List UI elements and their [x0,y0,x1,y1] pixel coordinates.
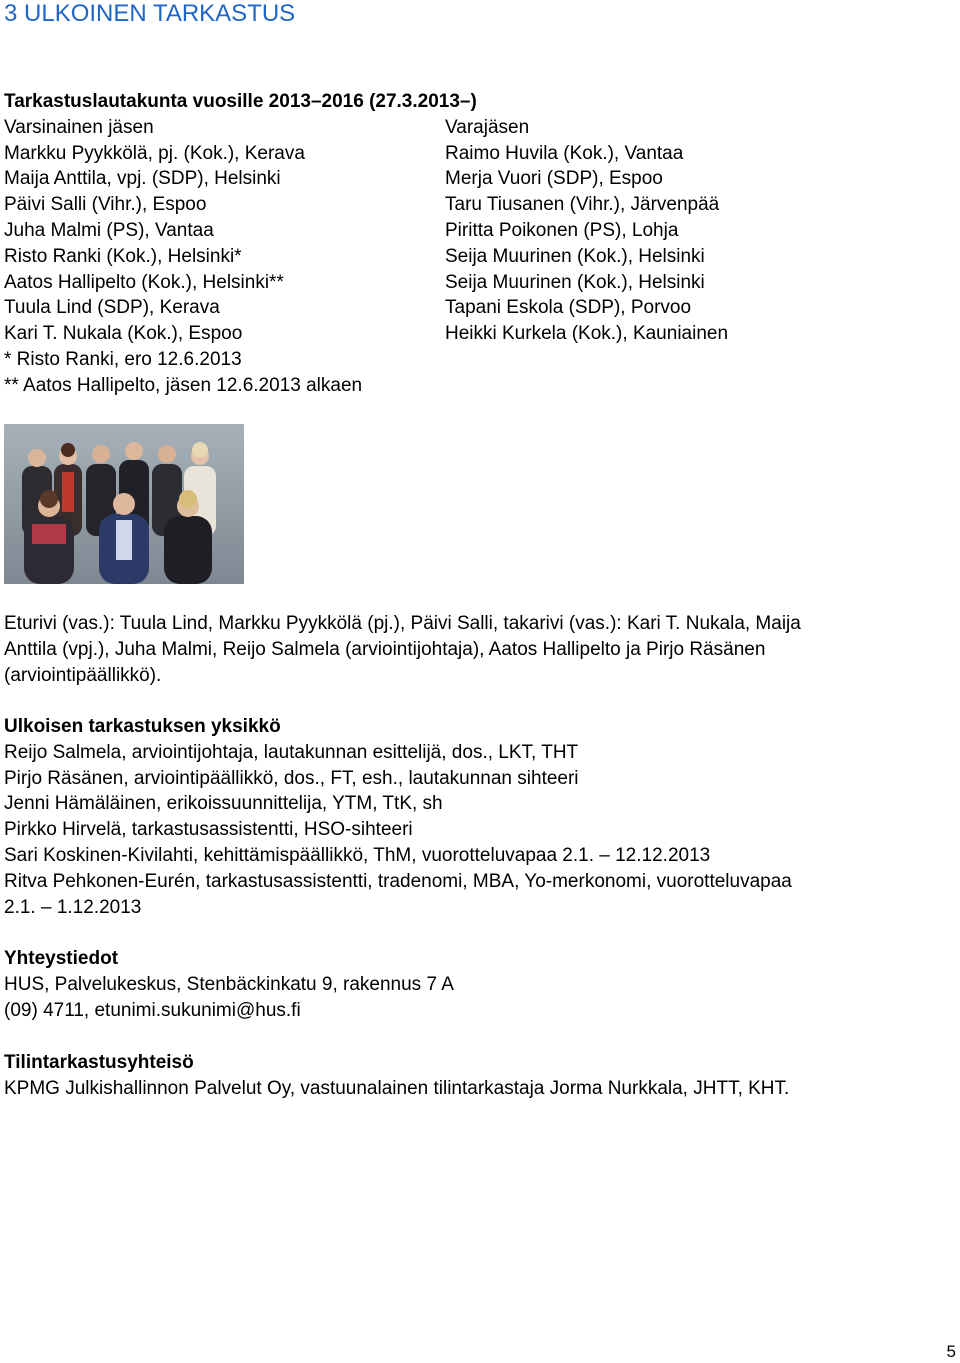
member-name: Päivi Salli (Vihr.), Espoo [4,194,207,216]
unit-line: Jenni Hämäläinen, erikoissuunnittelija, YTM, TtK, sh [4,793,443,815]
member-name: Markku Pyykkölä, pj. (Kok.), Kerava [4,142,305,164]
board-row [4,270,728,296]
member-header: Varsinainen jäsen [4,116,154,138]
contact-section [4,946,454,1023]
deputy-name: Raimo Huvila (Kok.), Vantaa [445,142,684,164]
board-row [4,244,728,270]
auditor-text: KPMG Julkishallinnon Palvelut Oy, vastuunalainen tilintarkastaja Jorma Nurkkala, JHTT, KHT. [4,1077,790,1099]
footnote-2: ** Aatos Hallipelto, jäsen 12.6.2013 alkaen [4,374,363,396]
unit-title: Ulkoisen tarkastuksen yksikkö [4,716,281,737]
group-photo-image [4,424,244,584]
section-title: 3 ULKOINEN TARKASTUS [4,0,296,27]
contact-phone-email: (09) 4711, etunimi.sukunimi@hus.fi [4,999,301,1021]
board-row [4,321,728,347]
caption-line: Eturivi (vas.): Tuula Lind, Markku Pyykkölä (pj.), Päivi Salli, takarivi (vas.): Kari T. Nukala, Maija [4,613,801,634]
page-number: 5 [946,1342,956,1361]
board-row [4,218,728,244]
member-name: Maija Anttila, vpj. (SDP), Helsinki [4,168,281,190]
group-photo [4,424,244,584]
contact-address: HUS, Palvelukeskus, Stenbäckinkatu 9, rakennus 7 A [4,973,454,995]
board-row [4,141,728,167]
unit-section [4,714,792,920]
member-name: Risto Ranki (Kok.), Helsinki* [4,245,242,267]
board-title: Tarkastuslautakunta vuosille 2013–2016 (27.3.2013–) [4,91,477,112]
board-row [4,295,728,321]
deputy-name: Seija Muurinen (Kok.), Helsinki [445,245,705,267]
deputy-header: Varajäsen [445,116,530,138]
unit-line: Pirjo Räsänen, arviointipäällikkö, dos., FT, esh., lautakunnan sihteeri [4,767,579,789]
board-section [4,89,728,399]
board-row [4,192,728,218]
unit-line: 2.1. – 1.12.2013 [4,896,142,918]
caption-line: Anttila (vpj.), Juha Malmi, Reijo Salmela (arviointijohtaja), Aatos Hallipelto ja Pirjo Räsänen [4,638,766,660]
deputy-name: Piritta Poikonen (PS), Lohja [445,219,679,241]
photo-caption [4,611,801,688]
member-name: Kari T. Nukala (Kok.), Espoo [4,323,243,345]
front-row-people [24,490,212,584]
contact-title: Yhteystiedot [4,948,119,969]
deputy-name: Merja Vuori (SDP), Espoo [445,168,663,190]
auditor-title: Tilintarkastusyhteisö [4,1052,194,1073]
deputy-name: Seija Muurinen (Kok.), Helsinki [445,271,705,293]
caption-line: (arviointipäällikkö). [4,664,162,686]
unit-line: Sari Koskinen-Kivilahti, kehittämispäällikkö, ThM, vuorotteluvapaa 2.1. – 12.12.2013 [4,844,711,866]
footnote-1: * Risto Ranki, ero 12.6.2013 [4,348,242,370]
board-row [4,166,728,192]
unit-line: Reijo Salmela, arviointijohtaja, lautakunnan esittelijä, dos., LKT, THT [4,741,579,763]
member-name: Tuula Lind (SDP), Kerava [4,297,220,319]
deputy-name: Taru Tiusanen (Vihr.), Järvenpää [445,194,720,216]
board-column-headers [4,115,728,141]
unit-line: Ritva Pehkonen-Eurén, tarkastusassistentti, tradenomi, MBA, Yo-merkonomi, vuorotteluvapaa [4,870,792,892]
member-name: Juha Malmi (PS), Vantaa [4,219,214,241]
member-name: Aatos Hallipelto (Kok.), Helsinki** [4,271,284,293]
unit-line: Pirkko Hirvelä, tarkastusassistentti, HSO-sihteeri [4,819,413,841]
deputy-name: Heikki Kurkela (Kok.), Kauniainen [445,323,729,345]
deputy-name: Tapani Eskola (SDP), Porvoo [445,297,692,319]
auditor-section [4,1050,789,1102]
